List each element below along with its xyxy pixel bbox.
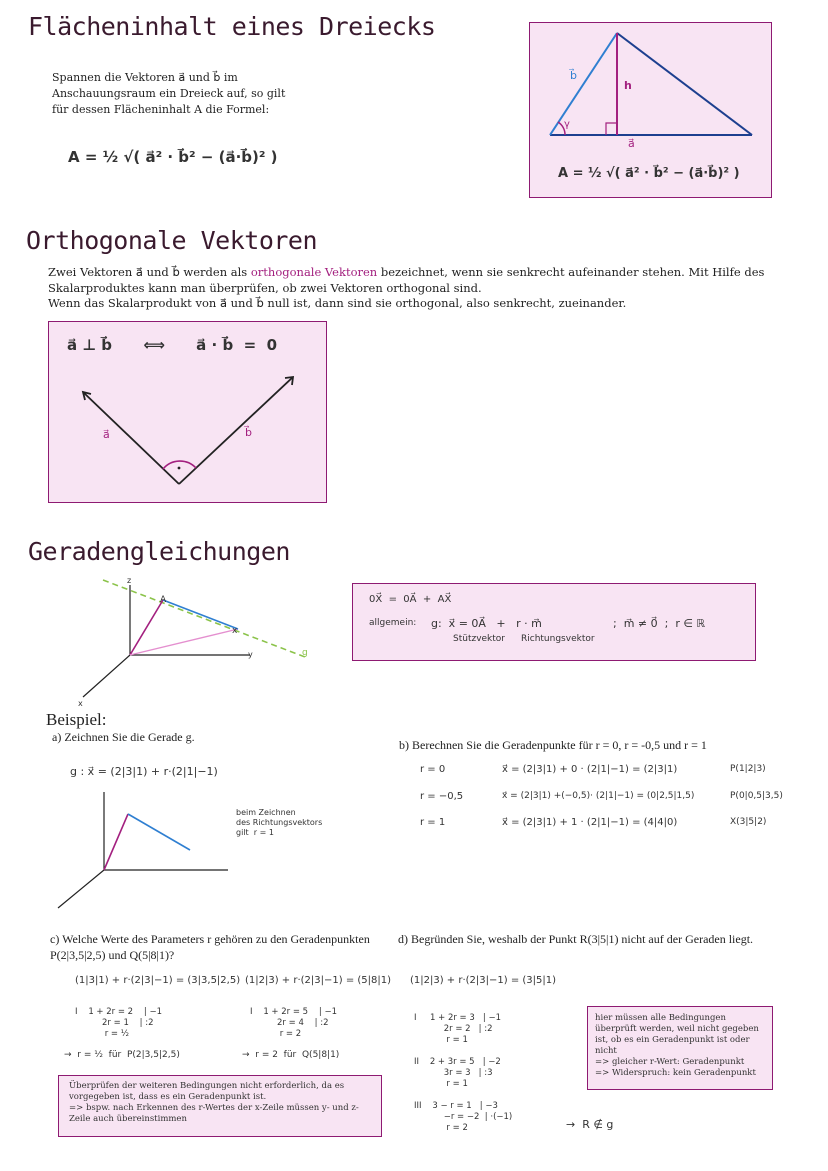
ortho-label-a: a⃗ <box>103 428 110 441</box>
b-row-1-result: P(1|2|3) <box>730 764 766 774</box>
equation-condition: ; m⃗ ≠ 0⃗ ; r ∈ ℝ <box>613 617 706 630</box>
b-row-1-calc: x⃗ = (2|3|1) + 0 · (2|1|−1) = (2|3|1) <box>502 764 678 775</box>
label-b: b⃗ <box>570 69 577 82</box>
c-right-eq: (1|2|3) + r·(2|3|−1) = (5|8|1) <box>245 975 392 986</box>
vector-sum: 0X⃗ = 0A⃗ + AX⃗ <box>369 594 452 605</box>
fig-label-z: z <box>127 576 132 585</box>
b-row-1-r: r = 0 <box>420 764 446 775</box>
b-row-2-calc: x⃗ = (2|3|1) +(−0,5)· (2|1|−1) = (0|2,5|1,5) <box>502 791 695 801</box>
b-row-3-r: r = 1 <box>420 817 446 828</box>
b-row-3-result: X(3|5|2) <box>730 817 767 827</box>
c-right-lines: I 1 + 2r = 5 | −1 2r = 4 | :2 r = 2 <box>250 1007 337 1039</box>
triangle-figure-box <box>529 22 772 198</box>
area-formula: A = ½ √( a⃗² · b⃗² − (a⃗·b⃗)² ) <box>68 148 278 166</box>
d-note-box <box>587 1006 773 1090</box>
equation-a: g : x⃗ = (2|3|1) + r·(2|1|−1) <box>70 765 218 778</box>
b-row-3-calc: x⃗ = (2|3|1) + 1 · (2|1|−1) = (4|4|0) <box>502 817 678 828</box>
c-left-eq: (1|3|1) + r·(2|3|−1) = (3|3,5|2,5) <box>75 975 241 986</box>
title-geradengleichungen: Geradengleichungen <box>28 537 290 566</box>
beispiel-title: Beispiel: <box>46 710 107 729</box>
c-note-box <box>58 1075 382 1137</box>
line-3d-diagram <box>75 575 315 705</box>
d-note-text: hier müssen alle Bedingungen überprüft werden, weil nicht gegeben ist, ob es ein Geradenpunkt ist oder nicht => gleicher r-Wert: Geradenpunkt => Widerspruch: kein Geradenpunkt <box>595 1013 759 1078</box>
general-equation: g: x⃗ = 0A⃗ + r · m⃗ <box>431 617 542 630</box>
orthogonal-text-part2: bezeichnet, wenn sie senkrecht aufeinander stehen. Mit Hilfe des Skalarproduktes kann man überprüfen, ob zwei Vektoren orthogonal sind. <box>48 265 765 295</box>
b-row-2-result: P(0|0,5|3,5) <box>730 791 783 801</box>
c-left-result: → r = ½ für P(2|3,5|2,5) <box>64 1050 180 1060</box>
d-lines: I 1 + 2r = 3 | −1 2r = 2 | :2 r = 1 II 2 + 3r = 5 | −2 3r = 3 | :3 r = 1 III 3 − r = 1 | −3 −r = −2 | ·(−1) r = 2 <box>414 1013 513 1133</box>
orthogonal-box <box>48 321 327 503</box>
c-left-lines: I 1 + 2r = 2 | −1 2r = 1 | :2 r = ½ <box>75 1007 162 1039</box>
fig-label-x: x <box>232 626 238 636</box>
note-a: beim Zeichnen des Richtungsvektors gilt r = 1 <box>236 808 323 837</box>
line-equation-box <box>352 583 756 661</box>
title-orthogonale-vektoren: Orthogonale Vektoren <box>26 226 318 255</box>
fig-label-y: y <box>248 650 253 659</box>
d-eq: (1|2|3) + r·(2|3|−1) = (3|5|1) <box>410 975 557 986</box>
title-flaecheninhalt: Flächeninhalt eines Dreiecks <box>28 12 436 41</box>
allgemein-label: allgemein: <box>369 618 417 628</box>
orthogonal-text-part1: Zwei Vektoren a⃗ und b⃗ werden als <box>48 265 251 279</box>
b-row-2-r: r = −0,5 <box>420 791 464 802</box>
intro-text-area: Spannen die Vektoren a⃗ und b⃗ im Anschauungsraum ein Dreieck auf, so gilt für dessen Flächeninhalt A die Formel: <box>52 71 286 116</box>
richtungsvektor-label: Richtungsvektor <box>521 634 595 644</box>
question-c: c) Welche Werte des Parameters r gehören zu den Geradenpunkten P(2|3,5|2,5) und Q(5|8|1)? <box>50 932 370 962</box>
ortho-label-b: b⃗ <box>245 426 252 439</box>
c-right-result: → r = 2 für Q(5|8|1) <box>242 1050 340 1060</box>
label-a: a⃗ <box>628 137 635 150</box>
orthogonal-relation: a⃗ ⊥ b⃗ ⟺ a⃗ · b⃗ = 0 <box>67 336 278 354</box>
example-3d-diagram <box>50 790 250 910</box>
label-gamma: γ <box>564 119 570 130</box>
question-b: b) Berechnen Sie die Geradenpunkte für r = 0, r = -0,5 und r = 1 <box>399 738 707 752</box>
box-area-formula: A = ½ √( a⃗² · b⃗² − (a⃗·b⃗)² ) <box>558 166 740 181</box>
label-h: h <box>624 79 632 92</box>
question-d: d) Begründen Sie, weshalb der Punkt R(3|5|1) nicht auf der Geraden liegt. <box>398 932 754 946</box>
orthogonal-text-2: Wenn das Skalarprodukt von a⃗ und b⃗ null ist, dann sind sie orthogonal, also senkrecht, zueinander. <box>48 296 627 310</box>
fig-label-xaxis: x <box>78 699 83 708</box>
orthogonal-text <box>48 265 788 296</box>
stuetzvektor-label: Stützvektor <box>453 634 506 644</box>
orthogonal-diagram <box>49 322 326 502</box>
question-a: a) Zeichnen Sie die Gerade g. <box>52 730 195 744</box>
fig-label-A: A <box>160 595 167 605</box>
c-note-text: Überprüfen der weiteren Bedingungen nicht erforderlich, da es vorgegeben ist, dass es ein Geradenpunkt ist. => bspw. nach Erkennen des r-Wertes der x-Zeile müssen y- und z-Zeile auch übereinstimmen <box>69 1081 359 1124</box>
fig-label-g: g <box>302 648 308 658</box>
orthogonal-highlight: orthogonale Vektoren <box>250 265 378 279</box>
d-result: → R ∉ g <box>566 1118 614 1131</box>
